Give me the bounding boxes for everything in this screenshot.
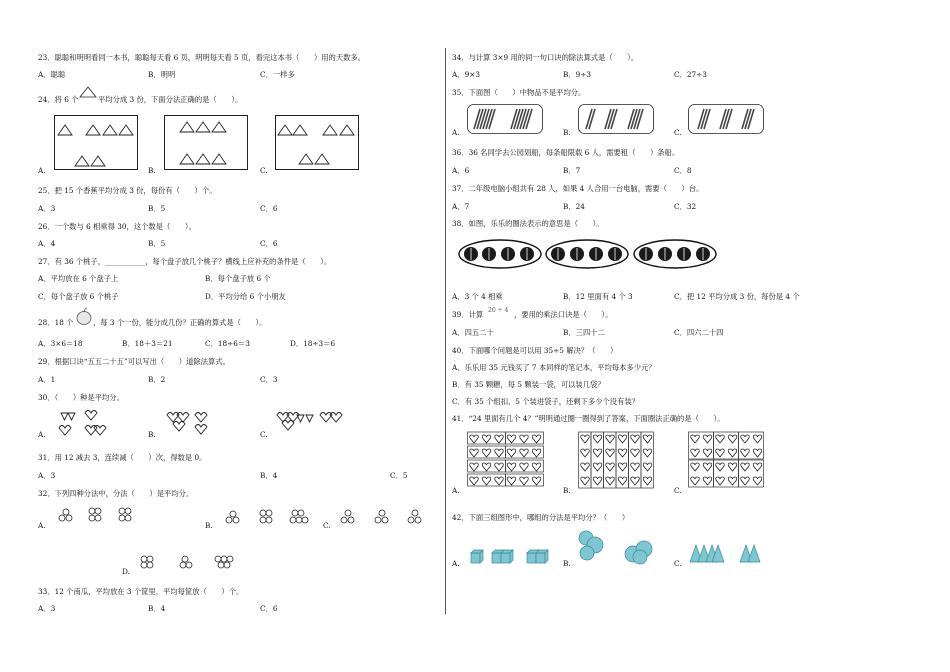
grouping-box — [739, 432, 764, 459]
q26-option-c[interactable]: C．6 — [260, 239, 278, 248]
q41-figure-c — [688, 431, 766, 491]
heart-icon — [643, 449, 652, 457]
heart-icon — [520, 449, 529, 457]
q28-option-a[interactable]: A．3×6＝18 — [38, 339, 83, 348]
q37-option-b[interactable]: B．24 — [563, 202, 585, 211]
heart-icon — [532, 435, 541, 443]
q31-option-a[interactable]: A．3 — [38, 471, 56, 480]
q35-figure-a — [467, 104, 543, 134]
heart-icon — [470, 449, 479, 457]
q29-stem: 29．根据口诀“五五二十五”可以写出（ ）道除法算式。 — [38, 357, 230, 366]
q39-option-a[interactable]: A．四五二十 — [452, 328, 494, 337]
q42-figure-circles — [578, 530, 660, 566]
heart-icon — [741, 435, 750, 443]
heart-icon — [532, 477, 541, 485]
grouping-box — [739, 460, 764, 487]
q39-option-c[interactable]: C．四六二十四 — [674, 328, 724, 337]
heart-icon — [631, 477, 640, 485]
q31-option-b[interactable]: B．4 — [260, 471, 278, 480]
q26-stem: 26．一个数与 6 相乘得 30，这个数是（ ）。 — [38, 222, 196, 231]
heart-icon — [532, 449, 541, 457]
q35-option-b[interactable]: B. — [563, 128, 571, 137]
q42-figure-cubes — [470, 548, 550, 566]
heart-icon — [691, 435, 700, 443]
q32-option-a[interactable]: A. — [38, 521, 46, 530]
heart-icon — [631, 449, 640, 457]
q35-option-c[interactable]: C. — [674, 128, 682, 137]
heart-icon — [618, 449, 627, 457]
q25-option-c[interactable]: C．6 — [260, 204, 278, 213]
heart-icon — [606, 449, 615, 457]
q25-stem: 25．把 15 个香蕉平均分成 3 份，每份有（ ）个。 — [38, 186, 217, 195]
heart-icon — [495, 463, 504, 471]
heart-icon — [581, 477, 590, 485]
heart-icon — [753, 449, 762, 457]
heart-icon — [581, 435, 590, 443]
heart-icon — [470, 477, 479, 485]
q42-figure-triangles — [690, 544, 770, 564]
heart-icon — [482, 449, 491, 457]
heart-icon — [716, 449, 725, 457]
heart-icon — [753, 463, 762, 471]
q30-figure-a — [56, 410, 106, 438]
q28-stem-post: ，每 3 个一份，能分成几份？正确的算式是（ ）。 — [93, 318, 267, 327]
q33-option-b[interactable]: B．4 — [148, 604, 166, 613]
grouping-box — [714, 432, 739, 459]
q30-figure-b — [165, 410, 215, 438]
q39-stem-pre: 39．计算 — [452, 310, 484, 319]
heart-icon — [618, 435, 627, 443]
q32-stem: 32．下列四种分法中，分法（ ）是平均分。 — [38, 489, 194, 498]
q30-stem: 30．（ ）种是平均分。 — [38, 393, 124, 402]
heart-icon — [520, 463, 529, 471]
heart-icon — [606, 477, 615, 485]
q39-expression: 20 ÷ 4 — [488, 307, 509, 314]
q41-figure-b — [578, 431, 656, 491]
q23-option-c[interactable]: C．一样多 — [260, 70, 295, 79]
heart-icon — [716, 463, 725, 471]
q30-option-a[interactable]: A. — [38, 430, 46, 439]
heart-icon — [470, 435, 479, 443]
heart-icon — [495, 435, 504, 443]
q33-option-c[interactable]: C．6 — [260, 604, 278, 613]
q37-option-a[interactable]: A．7 — [452, 202, 470, 211]
q31-option-c[interactable]: C．5 — [390, 471, 408, 480]
heart-icon — [593, 477, 602, 485]
q32-figure-b — [225, 509, 315, 527]
q32-figure-a — [58, 507, 138, 525]
q38-option-a[interactable]: A．3 个 4 相乘 — [452, 292, 503, 301]
heart-icon — [643, 435, 652, 443]
q33-stem: 33．12 个南瓜，平均放在 3 个筐里，平均每筐放（ ）个。 — [38, 587, 244, 596]
heart-icon — [691, 449, 700, 457]
q38-figure-pumpkins — [458, 238, 720, 270]
heart-icon — [606, 463, 615, 471]
heart-icon — [593, 463, 602, 471]
q24-figure-b — [164, 115, 248, 170]
q40-stem: 40．下面哪个问题是可以用 35÷5 解决？（ ） — [452, 346, 618, 355]
q40-option-b[interactable]: B．有 35 颗糖，每 5 颗装一袋，可以装几袋？ — [452, 380, 605, 389]
heart-icon — [618, 477, 627, 485]
heart-icon — [495, 477, 504, 485]
q27-stem: 27．有 36 个桃子，___________，每个盘子放几个桃子？横线上应补充的条件是（ ）。 — [38, 257, 332, 266]
q25-option-a[interactable]: A．3 — [38, 204, 56, 213]
q36-option-b[interactable]: B．7 — [563, 166, 581, 175]
heart-icon — [753, 435, 762, 443]
heart-icon — [581, 449, 590, 457]
heart-icon — [631, 435, 640, 443]
q28-option-c[interactable]: C．18÷6＝3 — [205, 339, 250, 348]
heart-icon — [507, 435, 516, 443]
q42-option-b[interactable]: B. — [563, 559, 571, 568]
q29-option-b[interactable]: B．2 — [148, 375, 166, 384]
q24-option-b[interactable]: B. — [148, 166, 156, 175]
q28-stem-pre: 28．18 个 — [38, 318, 74, 327]
heart-icon — [482, 477, 491, 485]
heart-icon — [741, 463, 750, 471]
heart-icon — [741, 477, 750, 485]
heart-icon — [703, 449, 712, 457]
q30-option-c[interactable]: C. — [260, 430, 268, 439]
q37-option-c[interactable]: C．32 — [674, 202, 697, 211]
heart-icon — [495, 449, 504, 457]
heart-icon — [593, 449, 602, 457]
q33-option-a[interactable]: A．3 — [38, 604, 56, 613]
q32-figure-d — [140, 556, 240, 570]
q28-option-d[interactable]: D．18÷3＝6 — [290, 339, 336, 348]
q39-stem-post: ，要用的乘法口诀是（ ）。 — [514, 310, 613, 319]
q42-option-a[interactable]: A. — [452, 559, 460, 568]
heart-icon — [728, 477, 737, 485]
q34-option-b[interactable]: B．9÷3 — [563, 70, 592, 79]
heart-icon — [728, 449, 737, 457]
q35-figure-b — [578, 104, 654, 134]
column-divider — [445, 48, 446, 614]
heart-icon — [753, 477, 762, 485]
q23-option-b[interactable]: B．明明 — [148, 70, 176, 79]
heart-icon — [631, 463, 640, 471]
q28-option-b[interactable]: B．18＋3＝21 — [122, 339, 173, 348]
heart-icon — [520, 435, 529, 443]
q37-stem: 37．二年级电脑小组共有 28 人，如果 4 人合用一台电脑，需要（ ）台。 — [452, 184, 704, 193]
heart-icon — [728, 463, 737, 471]
q35-stem: 35．下面图（ ）中物品不是平均分。 — [452, 88, 586, 97]
heart-icon — [618, 463, 627, 471]
heart-icon — [482, 435, 491, 443]
q24-stem-pre: 24．将 6 个 — [38, 95, 79, 104]
q26-option-a[interactable]: A．4 — [38, 239, 56, 248]
q41-option-b[interactable]: B. — [563, 486, 571, 495]
heart-icon — [520, 477, 529, 485]
heart-icon — [643, 477, 652, 485]
q40-option-c[interactable]: C．有 35 个组扣，5 个装进袋子，还剩下多少个没有装？ — [452, 397, 639, 406]
q42-stem: 42．下面三组图形中，哪组的分法是平均分？（ ） — [452, 513, 630, 522]
q24-option-a[interactable]: A. — [38, 166, 46, 175]
heart-icon — [507, 449, 516, 457]
heart-icon — [643, 463, 652, 471]
q32-figure-c — [340, 509, 430, 527]
heart-icon — [482, 463, 491, 471]
grouping-box — [689, 460, 714, 487]
q41-figure-a — [467, 431, 545, 491]
q40-option-a[interactable]: A．乐乐用 35 元钱买了 7 本同样的笔记本，平均每本多少元？ — [452, 363, 656, 372]
q35-option-a[interactable]: A. — [452, 128, 460, 137]
q38-option-b[interactable]: B．12 里面有 4 个 3 — [563, 292, 633, 301]
heart-icon — [728, 435, 737, 443]
heart-icon — [593, 435, 602, 443]
q27-option-c[interactable]: C．每个盘子放 6 个桃子 — [38, 292, 119, 301]
q36-option-a[interactable]: A．6 — [452, 166, 470, 175]
q32-option-d[interactable]: D. — [122, 567, 130, 576]
q31-stem: 31．用 12 减去 3，连续减（ ）次，得数是 0。 — [38, 453, 207, 462]
heart-icon — [703, 463, 712, 471]
q35-figure-c — [688, 104, 764, 134]
heart-icon — [606, 435, 615, 443]
q23-stem: 23．聪聪和明明看同一本书，聪聪每天看 6 页，明明每天看 5 页，看完这本书（ ）用的天数多。 — [38, 53, 366, 62]
heart-icon — [703, 477, 712, 485]
q24-figure-a — [54, 115, 138, 170]
heart-icon — [532, 463, 541, 471]
triangle-icon — [79, 86, 97, 98]
q30-option-b[interactable]: B. — [148, 430, 156, 439]
q27-option-d[interactable]: D．平均分给 6 个小朋友 — [205, 292, 286, 301]
q32-option-c[interactable]: C. — [323, 521, 331, 530]
q36-stem: 36．36 名同学去公园划船，每条船限载 6 人，需要租（ ）条船。 — [452, 148, 680, 157]
heart-icon — [507, 477, 516, 485]
q23-option-a[interactable]: A．聪聪 — [38, 70, 66, 79]
heart-icon — [691, 463, 700, 471]
q24-figure-c — [275, 115, 359, 170]
q41-option-c[interactable]: C. — [674, 486, 682, 495]
q27-option-a[interactable]: A．平均放在 6 个盘子上 — [38, 274, 119, 283]
heart-icon — [741, 449, 750, 457]
q34-stem: 34．与计算 3×9 用的同一句口诀的除法算式是（ ）。 — [452, 53, 639, 62]
q34-option-c[interactable]: C．27÷3 — [674, 70, 707, 79]
heart-icon — [691, 477, 700, 485]
grouping-box — [714, 460, 739, 487]
q30-figure-c — [275, 410, 345, 438]
q39-option-b[interactable]: B．三四十二 — [563, 328, 605, 337]
q42-option-c[interactable]: C. — [674, 559, 682, 568]
q29-option-a[interactable]: A．1 — [38, 375, 56, 384]
q38-option-c[interactable]: C．把 12 平均分成 3 份，每份是 4 个 — [674, 292, 800, 301]
q29-option-c[interactable]: C．3 — [260, 375, 278, 384]
q36-option-c[interactable]: C．8 — [674, 166, 692, 175]
q32-option-b[interactable]: B. — [205, 521, 213, 530]
heart-icon — [703, 435, 712, 443]
heart-icon — [470, 463, 479, 471]
grouping-box — [689, 432, 714, 459]
q38-stem: 38．如图，乐乐的圈法表示的意思是（ ）。 — [452, 219, 604, 228]
q24-stem-post: 平均分成 3 份，下面分法正确的是（ ）。 — [98, 95, 243, 104]
q34-option-a[interactable]: A．9×3 — [452, 70, 480, 79]
q24-option-c[interactable]: C. — [260, 166, 268, 175]
q41-option-a[interactable]: A. — [452, 486, 460, 495]
q41-stem: 41．“24 里面有几个 4？”明明通过圈一圈得到了答案，下面圈法正确的是（ ）。 — [452, 414, 725, 423]
heart-icon — [716, 435, 725, 443]
q27-option-b[interactable]: B．每个盘子放 6 个 — [205, 274, 271, 283]
heart-icon — [716, 477, 725, 485]
q25-option-b[interactable]: B．5 — [148, 204, 166, 213]
apple-icon — [76, 307, 92, 325]
heart-icon — [507, 463, 516, 471]
heart-icon — [581, 463, 590, 471]
q26-option-b[interactable]: B．5 — [148, 239, 166, 248]
